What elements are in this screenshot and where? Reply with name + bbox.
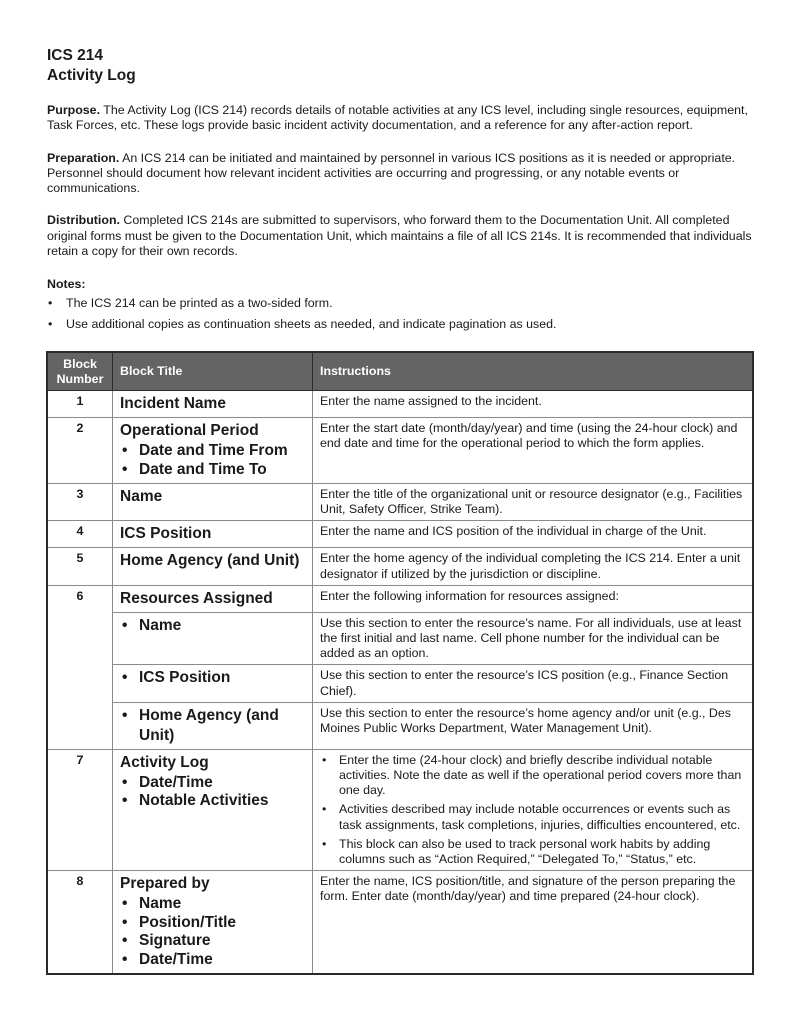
block-title: Name — [120, 488, 163, 505]
block-number: 1 — [47, 391, 113, 418]
block-instructions: Enter the following information for resources assigned: — [313, 585, 754, 612]
sub-item: • Name — [120, 896, 305, 911]
sub-item: • Signature — [120, 933, 305, 948]
block-sub-items — [120, 443, 305, 477]
sub-item: • Name — [120, 616, 305, 636]
block-number: 2 — [47, 418, 113, 484]
instruction-bullet: • This block can also be used to track personal work habits by adding columns such as “Action Required,” “Delegated To,” “Status,” etc. — [320, 837, 745, 867]
instruction-bullet: • Enter the time (24-hour clock) and briefly describe individual notable activities. Note the date as well if the operational period covers more than one day. — [320, 753, 745, 799]
block-title: Prepared by — [120, 875, 210, 893]
instruction-bullets — [320, 753, 745, 867]
table-row — [47, 585, 753, 612]
block-instructions: Enter the start date (month/day/year) and time (using the 24-hour clock) and end date and time for the operational period to which the form applies. — [313, 418, 754, 484]
distribution-paragraph — [47, 213, 757, 259]
block-instructions: Enter the name, ICS position/title, and signature of the person preparing the form. Enter date (month/day/year) and time prepared (24-hour clock). — [313, 871, 754, 975]
block-instructions: Enter the home agency of the individual completing the ICS 214. Enter a unit designator if utilized by the jurisdiction or discipline. — [313, 548, 754, 585]
block-instructions: Enter the name and ICS position of the individual in charge of the Unit. — [313, 521, 754, 548]
sub-item: • ICS Position — [120, 668, 305, 688]
table-row — [47, 749, 753, 870]
preparation-text: An ICS 214 can be initiated and maintained by personnel in various ICS positions as it is needed or appropriate. Personnel should document how relevant incident activities are occurring and progressing, or any notable events or communications. — [47, 150, 736, 196]
sub-row-instructions: Use this section to enter the resource’s ICS position (e.g., Finance Section Chief). — [313, 665, 754, 702]
block-number: 3 — [47, 484, 113, 521]
table-sub-row — [47, 665, 753, 702]
distribution-label: Distribution. — [47, 213, 120, 228]
table-row — [47, 548, 753, 585]
sub-item: • Date and Time From — [120, 443, 305, 458]
distribution-text: Completed ICS 214s are submitted to supervisors, who forward them to the Documentation Unit. All completed original forms must be given to the Documentation Unit, which maintains a file of all ICS 214s. It is recommended that individuals retain a copy for their own records. — [47, 213, 752, 259]
purpose-label: Purpose. — [47, 103, 101, 117]
purpose-text: The Activity Log (ICS 214) records details of notable activities at any ICS level, including single resources, equipment, Task Forces, etc. These logs provide basic incident activity documentation, and a reference for any after-action report. — [47, 103, 748, 133]
form-name-title: Activity Log — [47, 67, 136, 84]
form-number-title: ICS 214 — [47, 47, 104, 64]
block-number: 8 — [47, 871, 113, 975]
header-block-number: Block Number — [47, 352, 113, 391]
table-row — [47, 521, 753, 548]
table-row — [47, 391, 753, 418]
block-number: 5 — [47, 548, 113, 585]
sub-item: • Position/Title — [120, 915, 305, 930]
header-instructions: Instructions — [313, 352, 754, 391]
table-row — [47, 418, 753, 484]
block-title-suffix: (and Unit) — [222, 552, 300, 570]
sub-row-instructions: Use this section to enter the resource’s name. For all individuals, use at least the first initial and last name. Cell phone number for the individual can be added as an option. — [313, 612, 754, 665]
block-title: ICS Position — [120, 525, 212, 543]
block-title: Resources Assigned — [120, 589, 273, 607]
document-body — [47, 46, 757, 337]
block-number: 6 — [47, 585, 113, 749]
block-title: Activity Log — [120, 753, 209, 771]
block-instructions-table — [46, 351, 754, 975]
table-sub-row — [47, 612, 753, 665]
notes-list — [47, 296, 757, 332]
table-header-row — [47, 352, 753, 391]
preparation-label: Preparation. — [47, 150, 120, 165]
block-title: Operational Period — [120, 422, 259, 439]
block-instructions: Enter the name assigned to the incident. — [313, 391, 754, 418]
sub-item: • Date/Time — [120, 775, 305, 790]
block-title: Home Agency — [120, 552, 223, 570]
sub-item: • Date/Time — [120, 952, 305, 967]
block-number: 7 — [47, 749, 113, 870]
block-sub-items — [120, 896, 305, 967]
block-sub-items — [120, 775, 305, 809]
table-row — [47, 484, 753, 521]
note-item: • The ICS 214 can be printed as a two-sided form. — [47, 296, 757, 311]
block-title: Incident Name — [120, 395, 226, 412]
sub-item: • Notable Activities — [120, 793, 305, 808]
table-sub-row — [47, 702, 753, 749]
header-block-title: Block Title — [113, 352, 313, 391]
sub-item: • Date and Time To — [120, 462, 305, 477]
sub-item: • Home Agency (and Unit) — [120, 706, 305, 746]
instruction-bullet: • Activities described may include notable occurrences or events such as task assignments, task completions, injuries, difficulties encountered, etc. — [320, 802, 745, 832]
purpose-paragraph — [47, 103, 757, 134]
block-instructions: Enter the title of the organizational unit or resource designator (e.g., Facilities Unit, Safety Officer, Strike Team). — [313, 484, 754, 521]
block-number: 4 — [47, 521, 113, 548]
note-item: • Use additional copies as continuation sheets as needed, and indicate pagination as used. — [47, 317, 757, 332]
table-row — [47, 871, 753, 975]
sub-row-instructions: Use this section to enter the resource’s home agency and/or unit (e.g., Des Moines Public Works Department, Water Management Unit). — [313, 702, 754, 749]
notes-heading: Notes: — [47, 277, 86, 292]
preparation-paragraph — [47, 151, 757, 197]
